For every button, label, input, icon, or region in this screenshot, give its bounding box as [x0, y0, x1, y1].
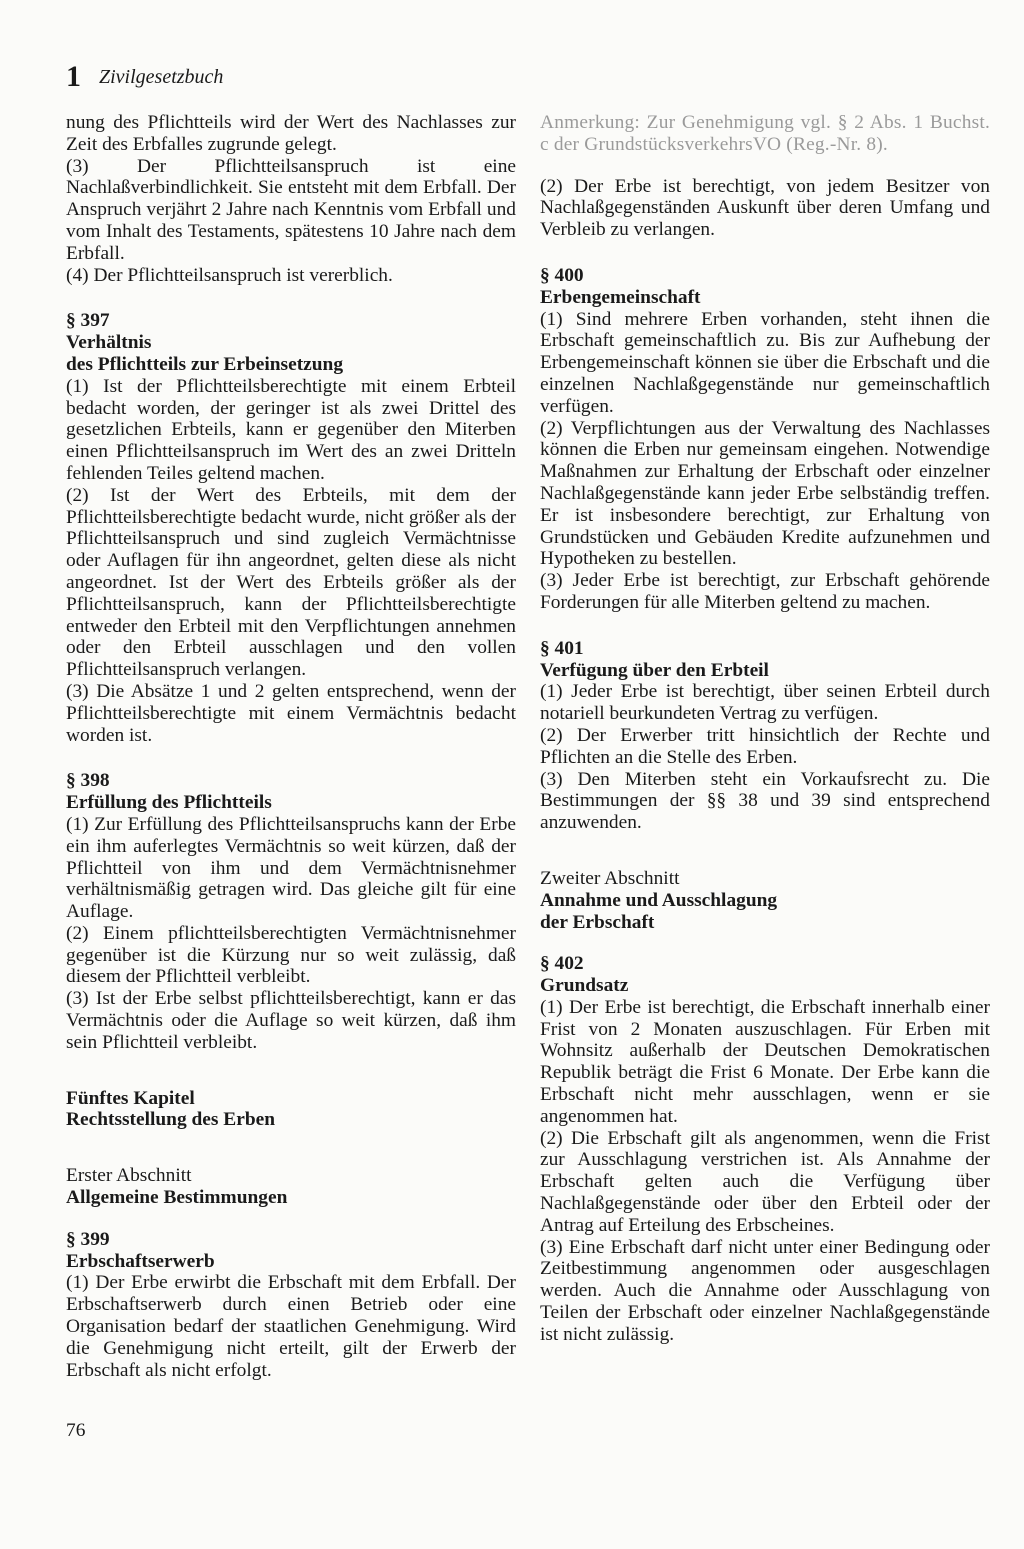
paragraph: (1) Ist der Pflichtteilsberechtigte mit einem Erbteil bedacht worden, der geringer ist als zwei Drittel des gesetzlichen Erbteils, kann er gegenüber den Miterben einen Pflichtteilsanspruch im Wert des an zwei Dritteln fehlenden Teiles geltend machen. — [66, 375, 516, 484]
section-title: Erfüllung des Pflichtteils — [66, 792, 272, 814]
section-title: Grundsatz — [540, 975, 629, 997]
paragraph: (2) Ist der Wert des Erbteils, mit dem der Pflichtteilsberechtigte bedacht wurde, nicht größer als der Pflichtteilsanspruch und sind zugleich Vermächtnisse oder Auflagen für ihn angeordnet, gelten diese als nicht angeordnet. Ist der Wert des Erbteils größer als der Pflichtteilsanspruch, kann der Pflichtteilsberechtigte entweder den Erbteil mit den Verpflichtungen annehmen oder den Erbteil ausschlagen und den vollen Pflichtteilsanspruch verlangen. — [66, 484, 516, 681]
section-title: Erbschaftserwerb — [66, 1250, 215, 1272]
paragraph: (2) Einem pflichtteilsberechtigten Vermächtnisnehmer gegenüber ist die Kürzung nur so weit zulässig, daß diesem der Pflichtteil verbleibt. — [66, 922, 516, 988]
page-number: 76 — [66, 1420, 86, 1441]
paragraph: (4) Der Pflichtteilsanspruch ist vererblich. — [66, 264, 393, 286]
section-number: § 402 — [540, 953, 584, 975]
section-number: § 399 — [66, 1228, 110, 1250]
subsection-title: Annahme und Ausschlagung — [540, 889, 778, 911]
book-title: Zivilgesetzbuch — [99, 66, 224, 88]
paragraph: (3) Jeder Erbe ist berechtigt, zur Erbschaft gehörende Forderungen für alle Miterben geltend zu machen. — [540, 570, 990, 613]
paragraph: nung des Pflichtteils wird der Wert des Nachlasses zur Zeit des Erbfalles zugrunde gelegt. — [66, 112, 516, 155]
paragraph: (1) Zur Erfüllung des Pflichtteilsanspruchs kann der Erbe ein ihm auferlegtes Vermächtnis so weit kürzen, daß der Pflichtteil von ihm und dem Vermächtnisnehmer verhältnismäßig getragen wird. Das gleiche gilt für eine Auflage. — [66, 813, 516, 923]
paragraph: (3) Eine Erbschaft darf nicht unter einer Bedingung oder Zeitbestimmung angenommen oder ausgeschlagen werden. Auch die Annahme oder Ausschlagung von Teilen der Erbschaft oder einzelner Nachlaßgegenstände ist nicht zulässig. — [540, 1236, 990, 1345]
paragraph: (2) Der Erbe ist berechtigt, von jedem Besitzer von Nachlaßgegenständen Auskunft über deren Umfang und Verbleib zu verlangen. — [540, 175, 990, 241]
subsection-title: Allgemeine Bestimmungen — [66, 1187, 288, 1209]
subsection-title: der Erbschaft — [540, 911, 655, 933]
right-column — [540, 112, 990, 1346]
paragraph: (1) Der Erbe ist berechtigt, die Erbschaft innerhalb einer Frist von 2 Monaten auszuschlagen. Für Erben mit Wohnsitz außerhalb der Deutschen Demokratischen Republik beträgt die Frist 6 Monate. Der Erbe kann die Erbschaft nicht mehr ausschlagen, wenn er sie angenommen hat. — [540, 996, 990, 1127]
section-number: § 400 — [540, 264, 584, 286]
paragraph: (1) Sind mehrere Erben vorhanden, steht ihnen die Erbschaft gemeinschaftlich zu. Bis zur Aufhebung der Erbengemeinschaft können sie über die Erbschaft und die einzelnen Nachlaßgegenstände nur gemeinschaftlich verfügen. — [540, 308, 990, 417]
section-number: § 398 — [66, 770, 110, 792]
paragraph: (3) Die Absätze 1 und 2 gelten entsprechend, wenn der Pflichtteilsberechtigte mit einem Vermächtnis bedacht worden ist. — [66, 680, 516, 746]
chapter-heading: Fünftes Kapitel — [66, 1087, 195, 1109]
paragraph: (2) Die Erbschaft gilt als angenommen, wenn die Frist zur Ausschlagung verstrichen ist. Als Annahme der Erbschaft gelten auch die Verfügung über Nachlaßgegenstände oder über den Erbteil oder der Antrag auf Erteilung des Erbscheines. — [540, 1127, 990, 1236]
section-number: § 397 — [66, 310, 110, 332]
paragraph: (1) Jeder Erbe ist berechtigt, über seinen Erbteil durch notariell beurkundeten Vertrag zu verfügen. — [540, 681, 990, 725]
running-head — [66, 60, 223, 94]
section-title: Verhältnis — [66, 332, 152, 354]
paragraph: (3) Den Miterben steht ein Vorkaufsrecht zu. Die Bestimmungen der §§ 38 und 39 sind entsprechend anzuwenden. — [540, 768, 990, 834]
section-title: Verfügung über den Erbteil — [540, 659, 769, 681]
section-number: § 401 — [540, 637, 584, 659]
subsection-label: Zweiter Abschnitt — [540, 867, 680, 889]
chapter-number: 1 — [66, 60, 81, 93]
footnote-annotation: Anmerkung: Zur Genehmigung vgl. § 2 Abs. 1 Buchst. c der GrundstücksverkehrsVO (Reg.-Nr. 8). — [540, 112, 990, 155]
paragraph: (1) Der Erbe erwirbt die Erbschaft mit dem Erbfall. Der Erbschaftserwerb durch einen Betrieb oder eine Organisation bedarf der staatlichen Genehmigung. Wird die Genehmigung nicht erteilt, gilt der Erwerb der Erbschaft als nicht erfolgt. — [66, 1272, 516, 1381]
paragraph: (3) Ist der Erbe selbst pflichtteilsberechtigt, kann er das Vermächtnis oder die Auflage so weit kürzen, daß ihm sein Pflichtteil verbleibt. — [66, 988, 516, 1053]
section-title: des Pflichtteils zur Erbeinsetzung — [66, 353, 344, 375]
paragraph: (2) Verpflichtungen aus der Verwaltung des Nachlasses können die Erben nur gemeinsam eingehen. Notwendige Maßnahmen zur Erhaltung der Erbschaft oder einzelner Nachlaßgegenstände kann jeder Erbe selbständig treffen. Er ist insbesondere berechtigt, zur Erhaltung von Grundstücken und Gebäuden Kredite aufzunehmen und Hypotheken zu bestellen. — [540, 417, 990, 570]
left-column — [66, 112, 516, 1381]
subsection-label: Erster Abschnitt — [66, 1165, 192, 1187]
chapter-heading: Rechtsstellung des Erben — [66, 1109, 275, 1131]
section-title: Erbengemeinschaft — [540, 286, 701, 308]
paragraph: (3) Der Pflichtteilsanspruch ist eine Nachlaßverbindlichkeit. Sie entsteht mit dem Erbfall. Der Anspruch verjährt 2 Jahre nach Kenntnis vom Erbfall und vom Inhalt des Testaments, spätestens 10 Jahre nach dem Erbfall. — [66, 155, 516, 264]
paragraph: (2) Der Erwerber tritt hinsichtlich der Rechte und Pflichten an die Stelle des Erben. — [540, 724, 990, 768]
